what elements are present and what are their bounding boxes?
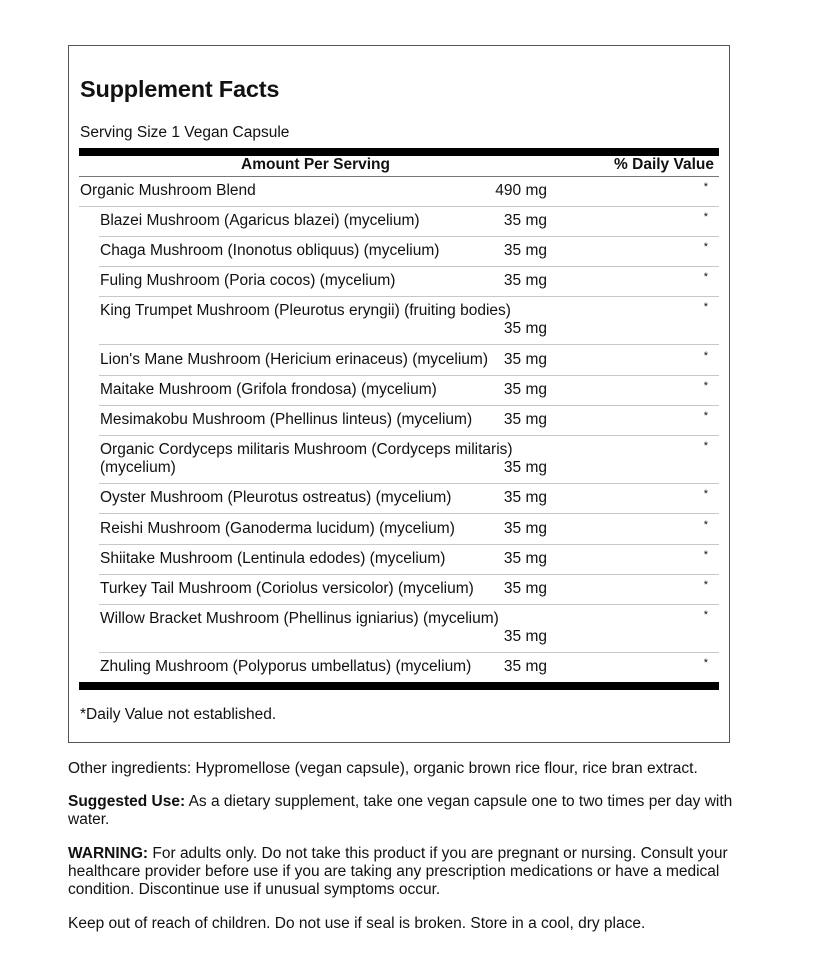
ingredient-daily-value: * xyxy=(703,301,708,313)
ingredient-daily-value: * xyxy=(703,380,708,392)
ingredient-amount: 35 mg xyxy=(503,520,547,537)
row-rule xyxy=(99,435,719,436)
row-rule xyxy=(99,652,719,653)
ingredient-name: Reishi Mushroom (Ganoderma lucidum) (mycelium) xyxy=(100,520,455,537)
ingredient-daily-value: * xyxy=(703,440,708,452)
ingredient-daily-value: * xyxy=(703,410,708,422)
ingredient-daily-value: * xyxy=(703,271,708,283)
ingredient-name: Chaga Mushroom (Inonotus obliquus) (mycelium) xyxy=(100,242,440,259)
column-header-row xyxy=(79,155,719,177)
supplement-facts-panel xyxy=(68,45,730,743)
blend-amount: 490 mg xyxy=(495,182,547,199)
warning-text: For adults only. Do not take this product if you are pregnant or nursing. Consult your healthcare provider before use if you are taking any prescription medications or have a medical condition. Discontinue use if unusual symptoms occur. xyxy=(68,845,728,898)
ingredient-name: Willow Bracket Mushroom (Phellinus igniarius) (mycelium) xyxy=(100,610,499,627)
other-ingredients: Other ingredients: Hypromellose (vegan capsule), organic brown rice flour, rice bran extract. xyxy=(68,760,698,777)
ingredient-name: Blazei Mushroom (Agaricus blazei) (mycelium) xyxy=(100,212,420,229)
ingredient-name: King Trumpet Mushroom (Pleurotus eryngii) (fruiting bodies) xyxy=(100,302,511,319)
suggested-use xyxy=(68,793,748,829)
ingredient-daily-value: * xyxy=(703,350,708,362)
row-rule xyxy=(99,236,719,237)
ingredient-name: Zhuling Mushroom (Polyporus umbellatus) (mycelium) xyxy=(100,658,472,675)
ingredient-amount: 35 mg xyxy=(503,489,547,506)
ingredient-daily-value: * xyxy=(703,549,708,561)
ingredient-name: Fuling Mushroom (Poria cocos) (mycelium) xyxy=(100,272,396,289)
row-rule xyxy=(99,266,719,267)
row-rule xyxy=(99,296,719,297)
ingredient-name: Shiitake Mushroom (Lentinula edodes) (mycelium) xyxy=(100,550,446,567)
ingredient-amount: 35 mg xyxy=(503,550,547,567)
ingredient-amount: 35 mg xyxy=(503,272,547,289)
ingredient-name: Turkey Tail Mushroom (Coriolus versicolor) (mycelium) xyxy=(100,580,474,597)
row-rule xyxy=(99,344,719,345)
blend-daily-value: * xyxy=(703,181,708,193)
serving-size: Serving Size 1 Vegan Capsule xyxy=(80,124,290,141)
ingredient-daily-value: * xyxy=(703,519,708,531)
ingredient-amount: 35 mg xyxy=(503,628,547,645)
row-rule xyxy=(99,604,719,605)
ingredient-name: Organic Cordyceps militaris Mushroom (Cordyceps militaris) (mycelium) xyxy=(100,441,513,476)
ingredient-amount: 35 mg xyxy=(503,351,547,368)
ingredient-daily-value: * xyxy=(703,488,708,500)
ingredient-daily-value: * xyxy=(703,579,708,591)
amount-per-serving-header: Amount Per Serving xyxy=(241,156,390,173)
ingredient-name: Mesimakobu Mushroom (Phellinus linteus) (mycelium) xyxy=(100,411,473,428)
warning xyxy=(68,845,748,899)
ingredient-amount: 35 mg xyxy=(503,381,547,398)
ingredient-amount: 35 mg xyxy=(503,212,547,229)
storage-instructions: Keep out of reach of children. Do not use if seal is broken. Store in a cool, dry place. xyxy=(68,915,646,932)
ingredient-daily-value: * xyxy=(703,609,708,621)
ingredient-amount: 35 mg xyxy=(503,242,547,259)
ingredient-amount: 35 mg xyxy=(503,658,547,675)
row-rule xyxy=(99,513,719,514)
row-rule xyxy=(99,375,719,376)
row-rule xyxy=(99,544,719,545)
ingredient-amount: 35 mg xyxy=(503,320,547,337)
row-rule xyxy=(99,574,719,575)
bottom-thick-rule xyxy=(79,682,719,690)
suggested-use-label: Suggested Use: xyxy=(68,793,186,810)
warning-label: WARNING: xyxy=(68,845,149,862)
row-rule xyxy=(79,206,719,207)
ingredient-amount: 35 mg xyxy=(503,411,547,428)
ingredient-daily-value: * xyxy=(703,241,708,253)
ingredient-amount: 35 mg xyxy=(503,459,547,476)
ingredient-daily-value: * xyxy=(703,657,708,669)
ingredient-name: Maitake Mushroom (Grifola frondosa) (mycelium) xyxy=(100,381,437,398)
blend-name: Organic Mushroom Blend xyxy=(80,182,256,199)
ingredient-daily-value: * xyxy=(703,211,708,223)
daily-value-header: % Daily Value xyxy=(614,156,714,173)
row-rule xyxy=(99,405,719,406)
header-rule xyxy=(79,176,719,177)
suggested-use-text: As a dietary supplement, take one vegan capsule one to two times per day with water. xyxy=(68,793,733,828)
ingredient-amount: 35 mg xyxy=(503,580,547,597)
facts-title: Supplement Facts xyxy=(80,76,280,102)
ingredient-name: Lion's Mane Mushroom (Hericium erinaceus) (mycelium) xyxy=(100,351,488,368)
daily-value-footnote: *Daily Value not established. xyxy=(80,706,277,723)
row-rule xyxy=(99,483,719,484)
ingredient-name: Oyster Mushroom (Pleurotus ostreatus) (mycelium) xyxy=(100,489,452,506)
